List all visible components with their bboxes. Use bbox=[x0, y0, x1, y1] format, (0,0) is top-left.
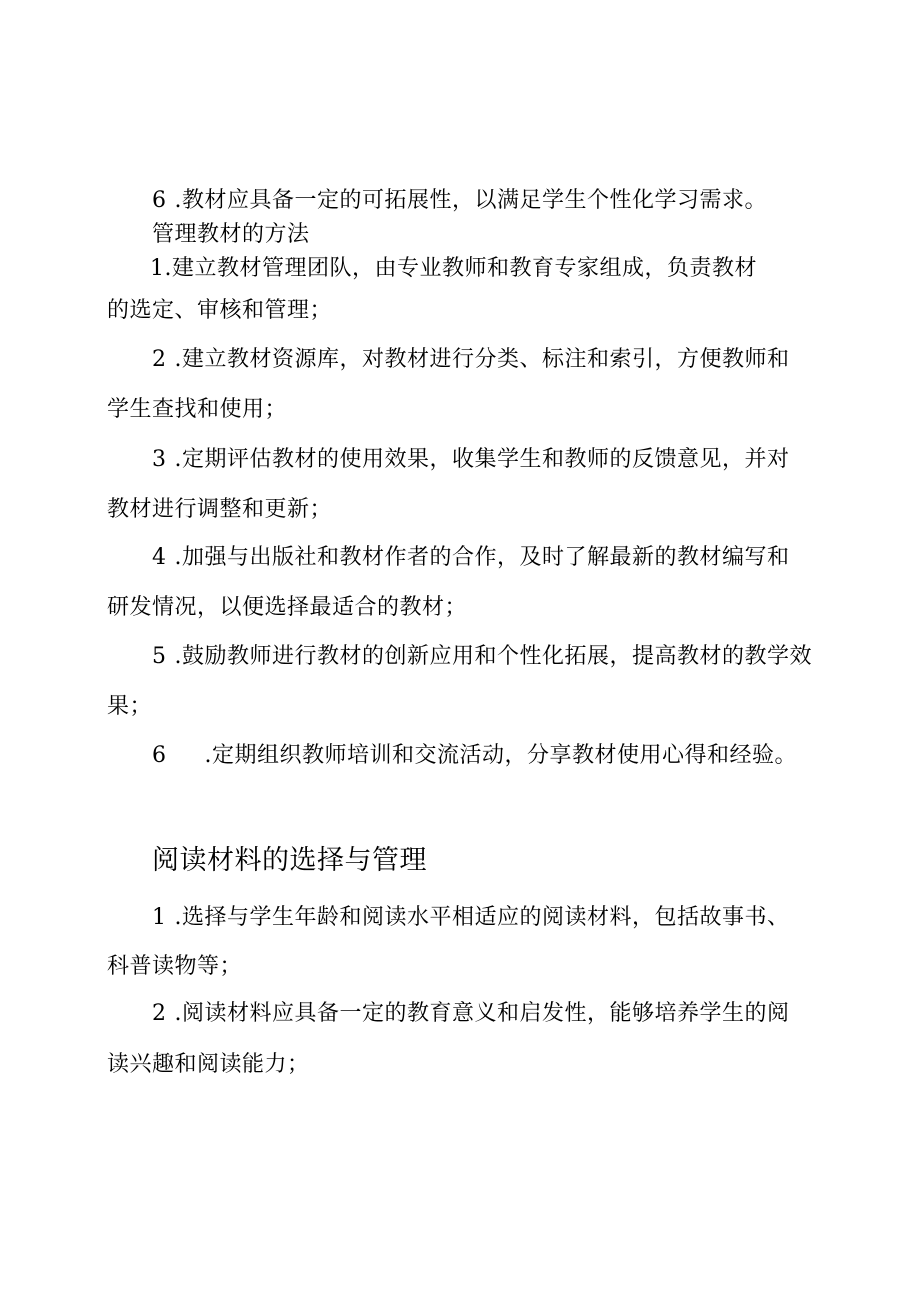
item-number: 1 bbox=[152, 905, 167, 930]
item-text: .阅读材料应具备一定的教育意义和启发性，能够培养学生的阅 bbox=[174, 1001, 790, 1026]
list-item-6-training bbox=[152, 742, 797, 770]
item-text: .建立教材资源库，对教材进行分类、标注和索引，方便教师和 bbox=[174, 347, 790, 372]
section-heading-reading-materials: 阅读材料的选择与管理 bbox=[152, 845, 427, 876]
list-item-3-continued: 教材进行调整和更新； bbox=[107, 497, 333, 522]
reading-item-1-selection bbox=[152, 904, 790, 932]
list-item-5-innovation bbox=[152, 643, 812, 671]
item-text: .鼓励教师进行教材的创新应用和个性化拓展，提高教材的教学效 bbox=[174, 644, 812, 669]
reading-item-2-education bbox=[152, 1000, 790, 1028]
item-number: 2 bbox=[152, 1001, 167, 1026]
item-number: 2 bbox=[152, 347, 167, 372]
item-text: .选择与学生年龄和阅读水平相适应的阅读材料，包括故事书、 bbox=[174, 905, 790, 930]
item-number: 5 bbox=[152, 644, 167, 669]
list-item-3-evaluation bbox=[152, 446, 790, 474]
item-number: 6 bbox=[152, 743, 167, 768]
list-item-6-extensibility bbox=[152, 187, 767, 215]
item-number: 6 bbox=[152, 188, 167, 213]
item-text: .教材应具备一定的可拓展性，以满足学生个性化学习需求。 bbox=[174, 188, 767, 213]
item-text: .加强与出版社和教材作者的合作，及时了解最新的教材编写和 bbox=[174, 545, 790, 570]
list-item-1-continued: 的选定、审核和管理； bbox=[107, 298, 333, 323]
item-text: .定期评估教材的使用效果，收集学生和教师的反馈意见，并对 bbox=[174, 447, 790, 472]
section-title-manage-textbooks: 管理教材的方法 bbox=[152, 222, 310, 247]
reading-item-1-continued: 科普读物等； bbox=[107, 954, 243, 979]
list-item-4-continued: 研发情况，以便选择最适合的教材； bbox=[107, 595, 468, 620]
list-item-2-resource-library bbox=[152, 346, 790, 374]
list-item-5-continued: 果； bbox=[107, 694, 153, 719]
item-number: 4 bbox=[152, 545, 167, 570]
reading-item-2-continued: 读兴趣和阅读能力； bbox=[107, 1052, 310, 1077]
list-item-2-continued: 学生查找和使用； bbox=[107, 397, 288, 422]
item-text: .定期组织教师培训和交流活动，分享教材使用心得和经验。 bbox=[204, 743, 797, 768]
list-item-1-team: 1.建立教材管理团队，由专业教师和教育专家组成，负责教材 bbox=[150, 256, 757, 281]
list-item-4-cooperation bbox=[152, 544, 790, 572]
item-number: 3 bbox=[152, 447, 167, 472]
